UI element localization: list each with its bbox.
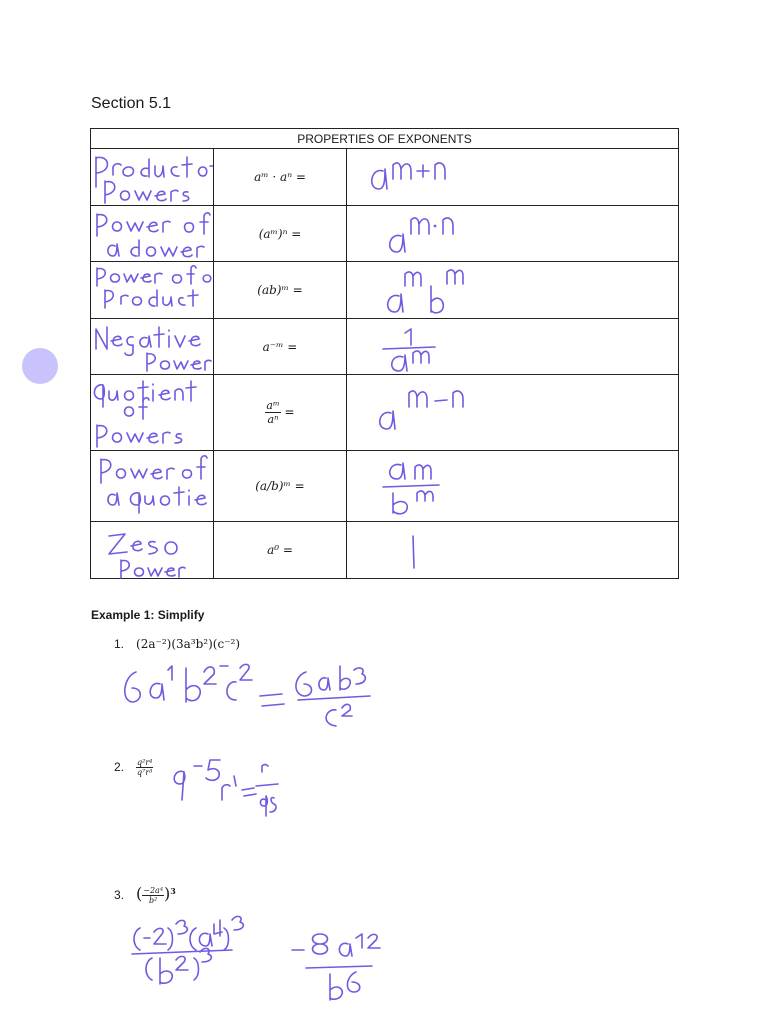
property-formula: (ab)ᵐ = — [214, 262, 347, 319]
property-formula: aᵐ · aⁿ = — [214, 149, 347, 206]
table-row — [91, 375, 679, 451]
problem-number: 3. — [114, 888, 125, 902]
table-row — [91, 262, 679, 319]
property-answer-cell — [347, 262, 679, 319]
handwritten-answer — [347, 206, 677, 262]
handwritten-property-name — [91, 149, 213, 206]
property-answer-cell — [347, 149, 679, 206]
handwritten-answer — [347, 149, 677, 206]
problem-number: 2. — [114, 760, 125, 774]
handwritten-answer — [347, 319, 677, 375]
handwritten-property-name — [91, 262, 213, 319]
table-row — [91, 319, 679, 375]
fraction-denominator: q⁷r³ — [137, 768, 153, 777]
property-answer-cell — [347, 522, 679, 579]
property-formula: (aᵐ)ⁿ = — [214, 206, 347, 262]
handwritten-answer — [347, 375, 677, 451]
paren-close: ) — [164, 884, 171, 903]
property-name-cell — [91, 206, 214, 262]
property-name-cell — [91, 451, 214, 522]
property-name-cell — [91, 522, 214, 579]
fraction-denominator: aⁿ — [267, 413, 279, 426]
problem-2 — [114, 758, 153, 777]
problem-3 — [114, 884, 176, 905]
table-header-row — [91, 129, 679, 149]
fraction-numerator: −2a⁴ — [143, 886, 164, 895]
table-row — [91, 149, 679, 206]
property-formula: a⁰ = — [214, 522, 347, 579]
property-answer-cell — [347, 375, 679, 451]
problem-expression: (2a⁻²)(3a³b²)(c⁻²) — [136, 637, 240, 651]
handwritten-property-name — [91, 206, 213, 262]
section-title: Section 5.1 — [91, 95, 172, 112]
handwritten-answer — [347, 451, 677, 522]
table-row — [91, 451, 679, 522]
handwritten-property-name — [91, 522, 213, 579]
property-name-cell — [91, 319, 214, 375]
property-name-cell — [91, 149, 214, 206]
property-formula: (a/b)ᵐ = — [214, 451, 347, 522]
table-header: PROPERTIES OF EXPONENTS — [91, 129, 679, 149]
problem-fraction — [136, 758, 153, 777]
problem-number: 1. — [114, 637, 125, 651]
table-row — [91, 522, 679, 579]
handwritten-property-name — [91, 319, 213, 375]
handwritten-answer — [347, 522, 677, 579]
property-answer-cell — [347, 451, 679, 522]
example-title: Example 1: Simplify — [91, 608, 205, 622]
handwritten-property-name — [91, 375, 213, 451]
handwritten-answer — [347, 262, 677, 319]
paren-open: ( — [136, 884, 143, 903]
cursor-dot — [22, 348, 58, 384]
properties-table — [90, 128, 679, 579]
problem-fraction — [142, 886, 164, 905]
handwritten-property-name — [91, 451, 213, 522]
property-formula — [214, 375, 347, 451]
fraction-denominator: b² — [148, 896, 158, 905]
fraction-numerator: aᵐ — [266, 399, 280, 412]
property-name-cell — [91, 262, 214, 319]
table-row — [91, 206, 679, 262]
problem-power: 3 — [170, 886, 176, 896]
problem-1 — [114, 637, 240, 651]
property-answer-cell — [347, 319, 679, 375]
equals-sign: = — [284, 405, 295, 419]
fraction-numerator: q²r⁴ — [137, 758, 153, 767]
property-formula: a⁻ᵐ = — [214, 319, 347, 375]
property-name-cell — [91, 375, 214, 451]
quotient-fraction — [265, 399, 280, 426]
property-answer-cell — [347, 206, 679, 262]
